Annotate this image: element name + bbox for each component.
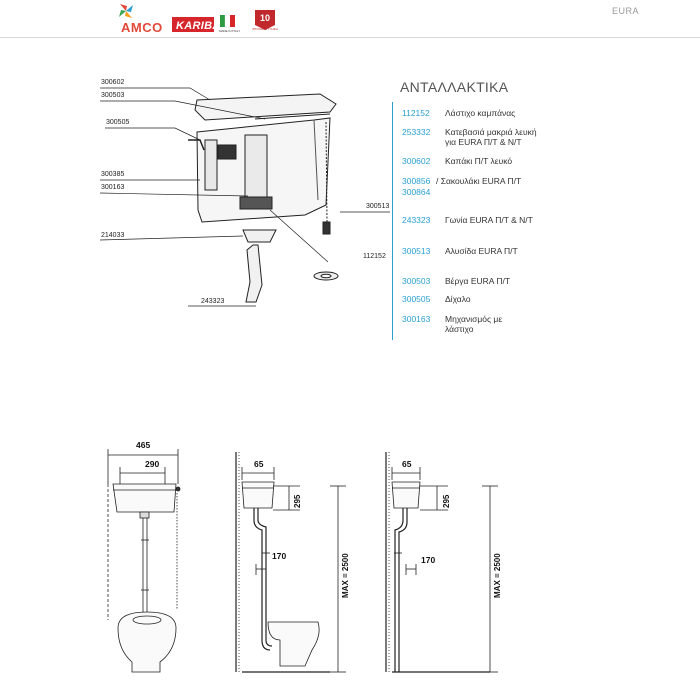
part-desc-line2: λάστιχο [445, 324, 474, 334]
callout-300505: 300505 [106, 119, 130, 126]
dim-width-tank: 290 [145, 459, 160, 469]
front-view-drawing [108, 449, 180, 672]
callout-300163: 300163 [101, 184, 125, 191]
brand-amco: AMCO [121, 20, 163, 35]
callout-300513: 300513 [366, 203, 390, 210]
part-code-alt: 300864 [402, 187, 431, 197]
warranty-caption: ΧΡΟΝΙΑ ΕΓΓΥΗΣΗ [252, 27, 278, 31]
side-view-a-drawing [236, 452, 346, 672]
part-desc: / Σακουλάκι EURA Π/Τ [436, 176, 522, 186]
page-model: EURA [612, 6, 640, 16]
part-code: 300513 [402, 246, 431, 256]
part-desc: Κατεβασιά μακριά λευκή [445, 127, 537, 137]
warranty-years: 10 [259, 13, 270, 23]
callout-243323: 243323 [201, 298, 225, 305]
part-code: 300505 [402, 294, 431, 304]
part-code: 300856 [402, 176, 431, 186]
dim-width-total: 465 [136, 440, 151, 450]
dim-offset-a: 170 [272, 551, 287, 561]
part-desc-line2: για EURA Π/Τ & Ν/Τ [445, 137, 522, 147]
part-code: 112152 [402, 108, 430, 118]
parts-title: ΑΝΤΑΛΛΑΚΤΙΚΑ [400, 79, 509, 95]
dim-tank-height-a: 295 [293, 494, 302, 508]
callout-300602: 300602 [101, 79, 125, 86]
part-desc: Μηχανισμός με [445, 314, 503, 324]
part-desc: Αλυσίδα EURA Π/Τ [445, 246, 518, 256]
part-code: 300602 [402, 156, 431, 166]
part-desc: Λάστιχο καμπάνας [445, 108, 516, 118]
part-code: 300163 [402, 314, 431, 324]
part-desc: Γωνία EURA Π/Τ & Ν/Τ [445, 215, 533, 225]
callout-214033: 214033 [101, 232, 125, 239]
callout-300385: 300385 [101, 171, 125, 178]
dim-depth-a: 65 [254, 459, 264, 469]
part-desc: Καπάκι Π/Τ λευκό [445, 156, 513, 166]
callout-112152: 112152 [363, 253, 386, 260]
part-desc: Βέργα EURA Π/Τ [445, 276, 511, 286]
part-code: 253332 [402, 127, 431, 137]
dim-offset-b: 170 [421, 555, 436, 565]
made-in-label: MADE IN ITALY [219, 29, 241, 33]
brand-kariba: KARIBA [176, 20, 221, 32]
part-desc: Δίχαλο [445, 294, 471, 304]
dim-tank-height-b: 295 [442, 494, 451, 508]
dim-max-height-a: MAX = 2500 [341, 553, 350, 598]
side-view-b-drawing [386, 452, 498, 672]
part-code: 300503 [402, 276, 431, 286]
part-code: 243323 [402, 215, 431, 225]
dim-depth-b: 65 [402, 459, 412, 469]
callout-300503: 300503 [101, 92, 125, 99]
dim-max-height-b: MAX = 2500 [493, 553, 502, 598]
